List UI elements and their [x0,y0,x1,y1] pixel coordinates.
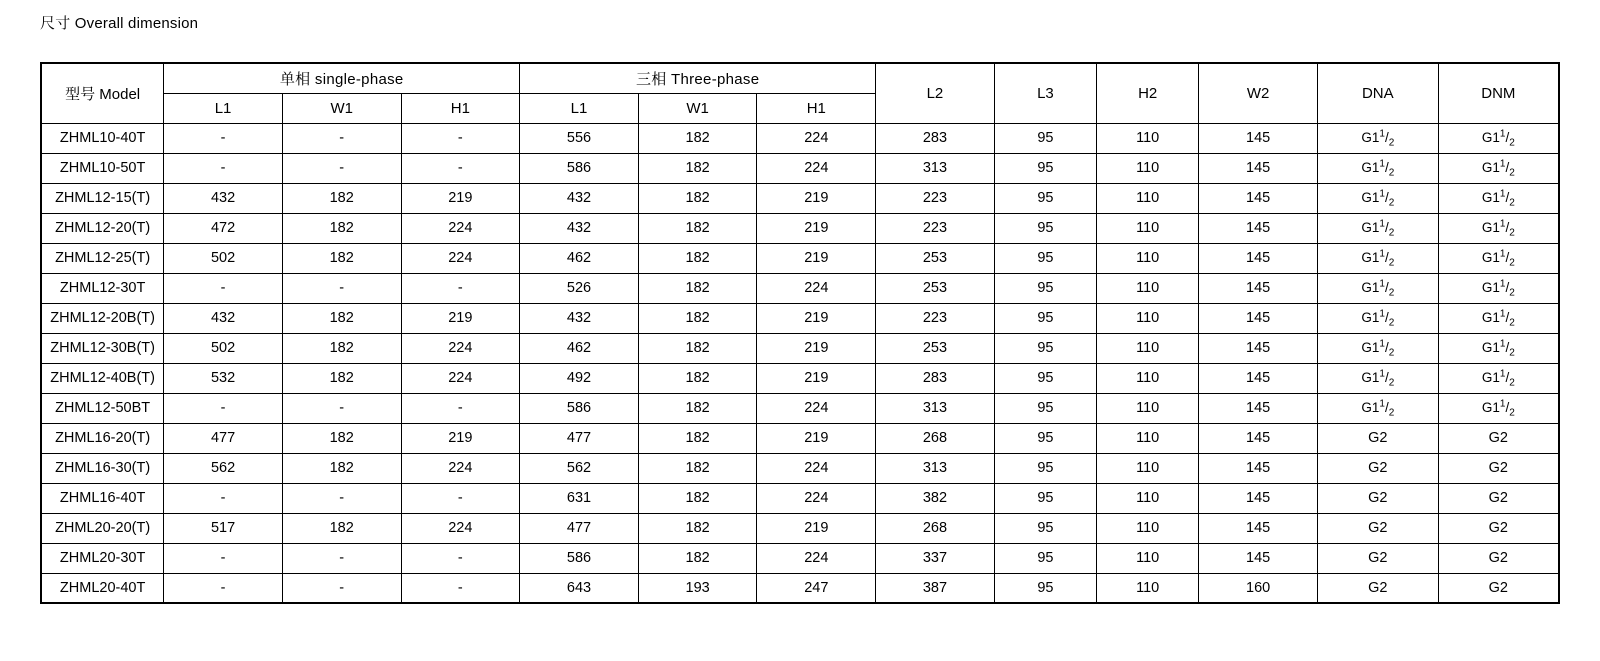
cell-h2: 110 [1097,303,1199,333]
cell-dnm: G2 [1438,423,1559,453]
cell-dnm: G2 [1438,543,1559,573]
cell-single-l1: - [164,573,283,603]
table-row [41,483,1559,513]
header-three-l1: L1 [520,93,639,123]
cell-l2: 337 [876,543,995,573]
table-row [41,453,1559,483]
cell-single-w1: - [282,543,401,573]
cell-three-w1: 182 [638,243,757,273]
cell-w2: 145 [1199,453,1318,483]
cell-dna: G2 [1317,423,1438,453]
cell-single-l1: - [164,153,283,183]
cell-dna: $G1^1/_2$ [1317,243,1438,273]
cell-single-w1: 182 [282,243,401,273]
cell-single-l1: - [164,393,283,423]
cell-w2: 145 [1199,513,1318,543]
cell-dna: G2 [1317,453,1438,483]
cell-dna: $G1^1/_2$ [1317,393,1438,423]
cell-single-l1: - [164,123,283,153]
cell-single-h1: 219 [401,183,520,213]
cell-three-w1: 182 [638,273,757,303]
cell-dnm: $G1^1/_2$ [1438,393,1559,423]
cell-h2: 110 [1097,453,1199,483]
cell-l3: 95 [994,483,1096,513]
cell-l3: 95 [994,303,1096,333]
header-group-three-phase: 三相 Three-phase [520,63,876,93]
cell-single-h1: 224 [401,243,520,273]
cell-dnm: $G1^1/_2$ [1438,273,1559,303]
cell-three-w1: 182 [638,363,757,393]
cell-dna: $G1^1/_2$ [1317,363,1438,393]
cell-h2: 110 [1097,363,1199,393]
cell-w2: 145 [1199,363,1318,393]
cell-w2: 160 [1199,573,1318,603]
cell-three-l1: 432 [520,183,639,213]
cell-single-h1: 224 [401,363,520,393]
cell-w2: 145 [1199,183,1318,213]
header-three-h1: H1 [757,93,876,123]
table-row [41,303,1559,333]
cell-three-l1: 477 [520,513,639,543]
cell-single-w1: - [282,123,401,153]
cell-l3: 95 [994,123,1096,153]
cell-single-w1: - [282,393,401,423]
cell-dnm: G2 [1438,453,1559,483]
cell-l2: 223 [876,303,995,333]
cell-w2: 145 [1199,543,1318,573]
cell-w2: 145 [1199,303,1318,333]
table-header [41,63,1559,123]
cell-single-w1: 182 [282,513,401,543]
cell-dnm: G2 [1438,483,1559,513]
cell-l3: 95 [994,453,1096,483]
cell-single-w1: - [282,153,401,183]
cell-three-h1: 224 [757,123,876,153]
cell-l2: 313 [876,393,995,423]
cell-model: ZHML12-30T [41,273,164,303]
cell-l3: 95 [994,183,1096,213]
cell-model: ZHML16-20(T) [41,423,164,453]
cell-single-h1: - [401,573,520,603]
cell-single-h1: - [401,153,520,183]
cell-dna: $G1^1/_2$ [1317,333,1438,363]
header-single-l1: L1 [164,93,283,123]
header-three-w1: W1 [638,93,757,123]
cell-dna: G2 [1317,483,1438,513]
cell-model: ZHML12-30B(T) [41,333,164,363]
header-dna: DNA [1317,63,1438,123]
cell-w2: 145 [1199,153,1318,183]
cell-single-w1: - [282,573,401,603]
cell-l3: 95 [994,273,1096,303]
cell-three-w1: 182 [638,303,757,333]
cell-three-h1: 224 [757,483,876,513]
cell-dnm: $G1^1/_2$ [1438,153,1559,183]
cell-l2: 283 [876,363,995,393]
cell-dnm: $G1^1/_2$ [1438,303,1559,333]
cell-dna: $G1^1/_2$ [1317,273,1438,303]
cell-l2: 382 [876,483,995,513]
cell-single-l1: 432 [164,303,283,333]
cell-h2: 110 [1097,213,1199,243]
table-row [41,423,1559,453]
cell-three-w1: 182 [638,453,757,483]
cell-three-w1: 182 [638,153,757,183]
table-row [41,153,1559,183]
cell-three-h1: 247 [757,573,876,603]
cell-single-l1: - [164,543,283,573]
cell-single-h1: 224 [401,453,520,483]
cell-h2: 110 [1097,513,1199,543]
cell-three-l1: 586 [520,543,639,573]
cell-single-h1: - [401,273,520,303]
table-body [41,123,1559,603]
cell-three-h1: 224 [757,453,876,483]
table-row [41,393,1559,423]
cell-l2: 223 [876,183,995,213]
cell-model: ZHML10-50T [41,153,164,183]
cell-h2: 110 [1097,483,1199,513]
cell-model: ZHML20-40T [41,573,164,603]
cell-model: ZHML12-20(T) [41,213,164,243]
cell-three-l1: 462 [520,333,639,363]
cell-l2: 268 [876,513,995,543]
cell-three-w1: 182 [638,333,757,363]
cell-model: ZHML12-40B(T) [41,363,164,393]
cell-three-l1: 586 [520,153,639,183]
cell-single-w1: 182 [282,423,401,453]
cell-three-h1: 219 [757,303,876,333]
cell-three-l1: 631 [520,483,639,513]
cell-single-h1: - [401,393,520,423]
table-row [41,273,1559,303]
table-row [41,543,1559,573]
cell-single-w1: 182 [282,333,401,363]
cell-single-w1: 182 [282,363,401,393]
cell-three-l1: 556 [520,123,639,153]
cell-w2: 145 [1199,423,1318,453]
table-row [41,243,1559,273]
cell-dnm: G2 [1438,513,1559,543]
cell-single-l1: 432 [164,183,283,213]
table-row [41,513,1559,543]
cell-three-h1: 224 [757,273,876,303]
cell-model: ZHML12-50BT [41,393,164,423]
cell-three-h1: 219 [757,513,876,543]
table-row [41,363,1559,393]
cell-three-w1: 182 [638,543,757,573]
cell-three-w1: 182 [638,513,757,543]
cell-l2: 387 [876,573,995,603]
cell-h2: 110 [1097,573,1199,603]
cell-three-l1: 562 [520,453,639,483]
cell-single-w1: 182 [282,453,401,483]
cell-l3: 95 [994,393,1096,423]
cell-three-h1: 219 [757,363,876,393]
cell-three-h1: 219 [757,333,876,363]
cell-model: ZHML16-30(T) [41,453,164,483]
cell-single-l1: - [164,273,283,303]
cell-model: ZHML16-40T [41,483,164,513]
cell-w2: 145 [1199,333,1318,363]
cell-l2: 253 [876,273,995,303]
cell-l3: 95 [994,513,1096,543]
header-group-single-phase: 单相 single-phase [164,63,520,93]
cell-single-h1: 219 [401,423,520,453]
cell-dna: $G1^1/_2$ [1317,123,1438,153]
cell-dnm: $G1^1/_2$ [1438,123,1559,153]
cell-three-h1: 224 [757,393,876,423]
overall-dimension-table-wrapper [40,62,1560,604]
cell-single-w1: - [282,483,401,513]
cell-model: ZHML20-30T [41,543,164,573]
cell-three-w1: 193 [638,573,757,603]
cell-three-l1: 643 [520,573,639,603]
cell-dna: G2 [1317,513,1438,543]
cell-three-h1: 224 [757,543,876,573]
cell-three-w1: 182 [638,423,757,453]
cell-three-l1: 432 [520,213,639,243]
cell-single-l1: 472 [164,213,283,243]
table-row [41,213,1559,243]
cell-h2: 110 [1097,423,1199,453]
cell-h2: 110 [1097,123,1199,153]
cell-l3: 95 [994,363,1096,393]
cell-h2: 110 [1097,243,1199,273]
cell-l2: 223 [876,213,995,243]
header-dnm: DNM [1438,63,1559,123]
cell-dnm: $G1^1/_2$ [1438,363,1559,393]
header-single-h1: H1 [401,93,520,123]
cell-dna: $G1^1/_2$ [1317,153,1438,183]
cell-w2: 145 [1199,123,1318,153]
cell-w2: 145 [1199,483,1318,513]
cell-single-h1: 219 [401,303,520,333]
cell-dna: $G1^1/_2$ [1317,183,1438,213]
cell-l2: 253 [876,333,995,363]
cell-three-w1: 182 [638,393,757,423]
cell-model: ZHML10-40T [41,123,164,153]
cell-dna: G2 [1317,573,1438,603]
header-model: 型号 Model [41,63,164,123]
cell-dnm: $G1^1/_2$ [1438,213,1559,243]
cell-l2: 268 [876,423,995,453]
cell-three-h1: 219 [757,213,876,243]
cell-w2: 145 [1199,243,1318,273]
cell-w2: 145 [1199,393,1318,423]
cell-three-l1: 526 [520,273,639,303]
cell-single-w1: 182 [282,183,401,213]
cell-three-h1: 219 [757,183,876,213]
cell-l2: 283 [876,123,995,153]
cell-l3: 95 [994,213,1096,243]
cell-dna: $G1^1/_2$ [1317,213,1438,243]
cell-l3: 95 [994,573,1096,603]
header-l2: L2 [876,63,995,123]
overall-dimension-table [40,62,1560,604]
header-l3: L3 [994,63,1096,123]
cell-h2: 110 [1097,183,1199,213]
cell-single-h1: - [401,543,520,573]
cell-single-l1: 532 [164,363,283,393]
cell-dna: $G1^1/_2$ [1317,303,1438,333]
cell-l3: 95 [994,333,1096,363]
cell-model: ZHML12-20B(T) [41,303,164,333]
cell-l2: 313 [876,453,995,483]
cell-l2: 313 [876,153,995,183]
cell-h2: 110 [1097,393,1199,423]
header-row-groups [41,63,1559,93]
cell-single-w1: 182 [282,303,401,333]
cell-three-l1: 477 [520,423,639,453]
cell-single-l1: - [164,483,283,513]
cell-single-l1: 562 [164,453,283,483]
cell-h2: 110 [1097,153,1199,183]
header-h2: H2 [1097,63,1199,123]
cell-model: ZHML20-20(T) [41,513,164,543]
page-title: 尺寸 Overall dimension [40,15,199,32]
cell-single-w1: 182 [282,213,401,243]
cell-three-h1: 224 [757,153,876,183]
cell-h2: 110 [1097,333,1199,363]
cell-single-h1: 224 [401,513,520,543]
cell-w2: 145 [1199,213,1318,243]
cell-three-l1: 432 [520,303,639,333]
cell-dna: G2 [1317,543,1438,573]
cell-l3: 95 [994,153,1096,183]
cell-dnm: $G1^1/_2$ [1438,183,1559,213]
cell-dnm: G2 [1438,573,1559,603]
cell-single-l1: 502 [164,243,283,273]
cell-l3: 95 [994,243,1096,273]
header-w2: W2 [1199,63,1318,123]
cell-dnm: $G1^1/_2$ [1438,333,1559,363]
cell-l2: 253 [876,243,995,273]
cell-three-w1: 182 [638,213,757,243]
table-row [41,333,1559,363]
cell-model: ZHML12-25(T) [41,243,164,273]
cell-h2: 110 [1097,543,1199,573]
cell-l3: 95 [994,543,1096,573]
cell-three-l1: 492 [520,363,639,393]
cell-single-w1: - [282,273,401,303]
cell-single-l1: 477 [164,423,283,453]
header-single-w1: W1 [282,93,401,123]
cell-single-l1: 502 [164,333,283,363]
cell-model: ZHML12-15(T) [41,183,164,213]
cell-three-w1: 182 [638,483,757,513]
cell-l3: 95 [994,423,1096,453]
cell-three-l1: 586 [520,393,639,423]
table-row [41,183,1559,213]
cell-w2: 145 [1199,273,1318,303]
cell-three-w1: 182 [638,183,757,213]
table-row [41,123,1559,153]
cell-single-h1: - [401,123,520,153]
table-row [41,573,1559,603]
cell-three-w1: 182 [638,123,757,153]
cell-three-h1: 219 [757,243,876,273]
cell-dnm: $G1^1/_2$ [1438,243,1559,273]
cell-three-h1: 219 [757,423,876,453]
cell-h2: 110 [1097,273,1199,303]
cell-single-h1: 224 [401,213,520,243]
cell-single-h1: - [401,483,520,513]
cell-single-l1: 517 [164,513,283,543]
cell-three-l1: 462 [520,243,639,273]
cell-single-h1: 224 [401,333,520,363]
